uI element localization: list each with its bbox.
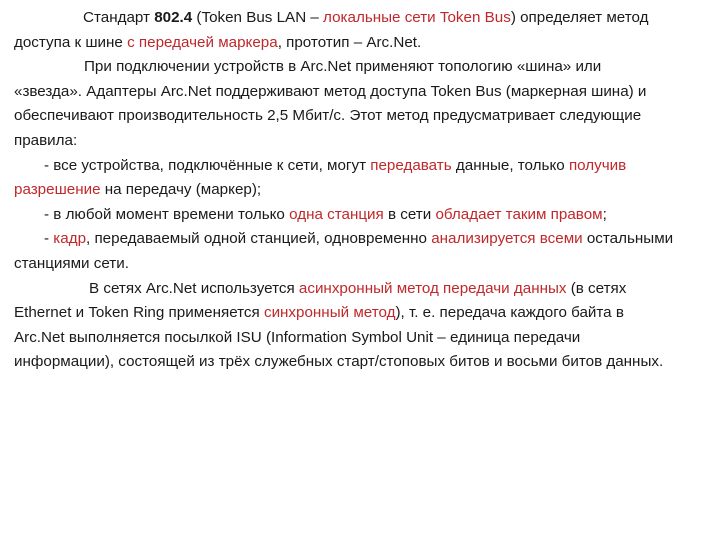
text-run: , прототип – Arc.Net. xyxy=(277,33,422,51)
highlighted-term: с передачей маркера xyxy=(127,33,278,51)
text-line: правила: xyxy=(14,131,78,149)
highlighted-term: обладает таким правом xyxy=(435,205,603,223)
text-run: ), т. е. передача каждого байта в xyxy=(395,304,624,322)
text-run: (Token Bus LAN – xyxy=(192,9,324,26)
text-run: в сети xyxy=(383,205,436,223)
highlighted-term: асинхронный метод передачи данных xyxy=(298,279,567,297)
highlighted-term: одна станция xyxy=(289,205,384,223)
text-run: на передачу (маркер); xyxy=(100,181,262,199)
text-run: остальными xyxy=(582,230,674,248)
text-line: «звезда». Адаптеры Arc.Net поддерживают метод доступа Token Bus (маркерная шина) и xyxy=(14,82,647,100)
rule-item-2 xyxy=(14,203,714,228)
highlighted-term: анализируется всеми xyxy=(431,230,583,248)
text-line: информации), состоящей из трёх служебных старт/стоповых битов и восьми битов данных. xyxy=(14,353,664,371)
text-run: Стандарт xyxy=(83,9,155,26)
rule-item-1 xyxy=(14,154,714,203)
text-run: - все устройства, подключённые к сети, могут xyxy=(44,156,371,174)
text-run: (в сетях xyxy=(566,279,627,297)
document-body xyxy=(14,6,714,375)
text-run: - xyxy=(44,230,54,248)
text-line: станциями сети. xyxy=(14,254,129,272)
standard-number: 802.4 xyxy=(154,9,193,26)
text-run: - в любой момент времени только xyxy=(44,205,290,223)
text-line xyxy=(14,227,714,252)
rule-item-3 xyxy=(14,227,714,276)
text-run: данные, только xyxy=(451,156,569,174)
text-line xyxy=(14,154,714,179)
text-run: ; xyxy=(602,205,607,223)
text-line xyxy=(14,277,714,302)
highlighted-term: кадр xyxy=(53,230,87,248)
highlighted-term: разрешение xyxy=(14,181,101,199)
highlighted-term: синхронный метод xyxy=(263,304,396,322)
text-line: обеспечивают производительность 2,5 Мбит/с. Этот метод предусматривает следующие xyxy=(14,107,642,125)
highlighted-term: локальные сети Token Bus xyxy=(323,9,511,26)
paragraph-async-method xyxy=(14,277,714,375)
text-line xyxy=(14,178,714,203)
text-run: Ethernet и Token Ring применяется xyxy=(14,304,264,322)
text-line xyxy=(14,203,714,228)
text-run: , передаваемый одной станцией, одновременно xyxy=(86,230,432,248)
highlighted-term: получив xyxy=(568,156,627,174)
text-line xyxy=(14,31,714,56)
text-line: Arc.Net выполняется посылкой ISU (Information Symbol Unit – единица передачи xyxy=(14,328,581,346)
rules-list xyxy=(14,154,714,277)
text-run: В сетях Arc.Net используется xyxy=(89,279,299,297)
text-line xyxy=(14,301,714,326)
text-line xyxy=(14,6,714,31)
text-line: При подключении устройств в Arc.Net применяют топологию «шина» или xyxy=(84,58,602,76)
paragraph-arcnet-topology xyxy=(14,55,714,153)
highlighted-term: передавать xyxy=(370,156,452,174)
text-run: доступа к шине xyxy=(14,33,128,51)
text-run: ) определяет метод xyxy=(510,9,649,26)
paragraph-standard-802-4 xyxy=(14,6,714,55)
